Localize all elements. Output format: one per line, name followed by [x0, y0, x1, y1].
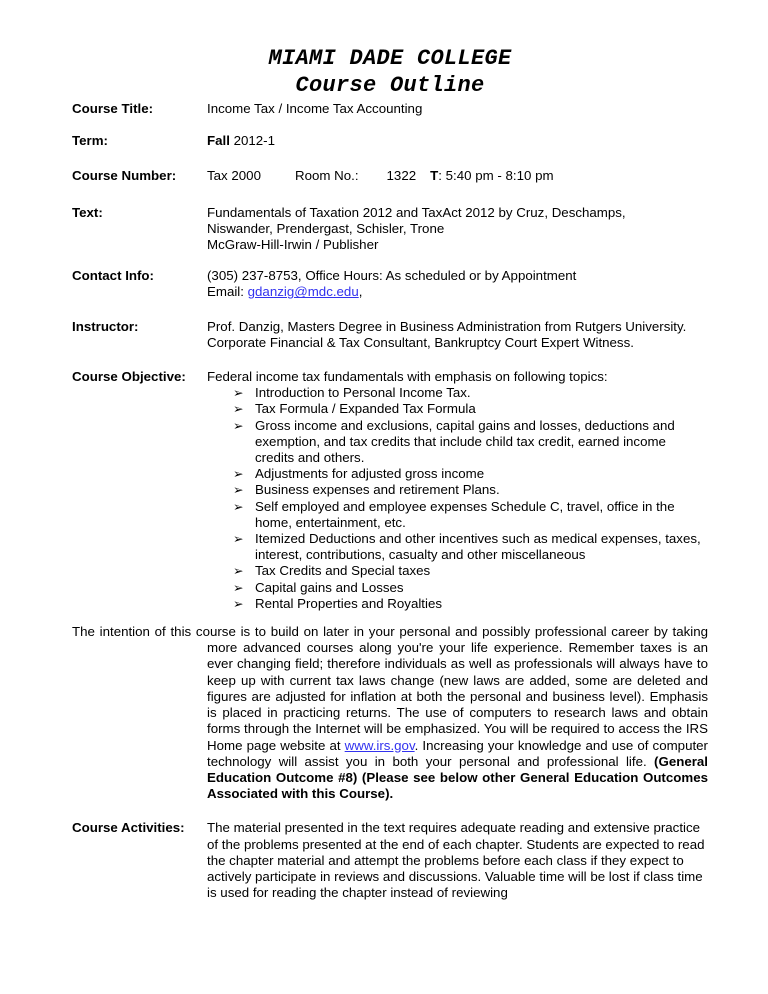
- text-line-3: McGraw-Hill-Irwin / Publisher: [207, 237, 379, 253]
- term-label: Term:: [72, 133, 108, 149]
- bullet-arrow-icon: ➢: [233, 580, 244, 595]
- list-item: [207, 482, 708, 498]
- text-line-2: Niswander, Prendergast, Schisler, Trone: [207, 220, 445, 236]
- bullet-arrow-icon: ➢: [233, 386, 244, 401]
- bullet-arrow-icon: ➢: [233, 483, 244, 498]
- contact-phone-hours: (305) 237-8753, Office Hours: As scheduled or by Appointment: [207, 268, 577, 284]
- college-title: MIAMI DADE COLLEGE: [268, 46, 512, 71]
- list-item: [207, 385, 708, 401]
- list-item: [207, 418, 708, 467]
- course-number-value: [207, 168, 708, 184]
- instructor-value: Prof. Danzig, Masters Degree in Business Administration from Rutgers University. Corporate Financial & Tax Consultant, Bankruptcy Court Expert Witness.: [207, 318, 687, 350]
- term-semester: Fall: [207, 133, 230, 149]
- course-objective-intro: Federal income tax fundamentals with emphasis on following topics:: [207, 369, 608, 385]
- bullet-text: Tax Credits and Special taxes: [255, 563, 431, 579]
- bullet-text: Capital gains and Losses: [255, 579, 404, 595]
- bullet-arrow-icon: ➢: [233, 499, 244, 514]
- text-label: Text:: [72, 204, 103, 220]
- bullet-text: Tax Formula / Expanded Tax Formula: [255, 401, 476, 417]
- bullet-text: Introduction to Personal Income Tax.: [255, 385, 471, 401]
- document-header: [72, 45, 708, 99]
- bullet-arrow-icon: ➢: [233, 596, 244, 611]
- list-item: [207, 499, 708, 531]
- field-term: [72, 133, 708, 149]
- list-item: [207, 580, 708, 596]
- irs-website-link[interactable]: www.irs.gov: [344, 737, 415, 753]
- text-value: [207, 205, 708, 254]
- term-year: 2012-1: [229, 133, 276, 149]
- field-course-objective: [72, 369, 708, 385]
- bullet-arrow-icon: ➢: [233, 418, 244, 433]
- contact-info-value: [207, 268, 708, 300]
- email-label: Email:: [207, 284, 248, 300]
- bullet-text: Rental Properties and Royalties: [255, 595, 442, 611]
- course-title-label: Course Title:: [72, 101, 154, 116]
- general-education-outcome-note: (General Education Outcome #8) (Please see below other General Education Outcomes Associated with this Course).: [207, 753, 708, 802]
- field-contact-info: [72, 268, 708, 300]
- list-item: [207, 596, 708, 612]
- field-instructor: [72, 319, 708, 351]
- objective-bullet-list: [207, 385, 708, 612]
- bullet-text: Self employed and employee expenses Schedule C, travel, office in the home, entertainment, etc.: [255, 498, 675, 530]
- field-course-title: [72, 101, 708, 117]
- bullet-text: Itemized Deductions and other incentives such as medical expenses, taxes, interest, contributions, casualty and other miscellaneous: [255, 531, 701, 563]
- course-objective-label: Course Objective:: [72, 369, 186, 385]
- list-item: [207, 563, 708, 579]
- bullet-text: Gross income and exclusions, capital gains and losses, deductions and exemption, and tax credits that include child tax credit, earned income credits and others.: [255, 417, 675, 466]
- course-number: Tax 2000: [207, 168, 261, 184]
- course-activities-label: Course Activities:: [72, 820, 185, 836]
- list-item: [207, 531, 708, 563]
- intention-text-before-link: The intention of this course is to build on later in your personal and possibly professional career by taking more advanced courses along you're your life experience. Remember taxes is an ever changing field; therefore individuals as well as professionals will always have to keep up with current tax laws change (new laws are added, some are deleted and figures are adjusted for inflation at both the personal and business level). Emphasis is placed in practicing returns. The use of computers to research laws and obtain forms through the Internet will be emphasized. You will be required to access the IRS Home page website at: [72, 624, 708, 753]
- contact-email-line: [207, 284, 708, 300]
- bullet-arrow-icon: ➢: [233, 532, 244, 547]
- field-course-activities: [72, 820, 708, 901]
- instructor-label: Instructor:: [72, 318, 139, 334]
- field-text: [72, 205, 708, 254]
- course-activities-value: The material presented in the text requires adequate reading and extensive practice of the problems presented at the end of each chapter. Students are expected to read the chapter material and attempt the problems before each class if they expect to actively participate in reviews and discussions. Valuable time will be lost if class time is used for reading the chapter instead of reviewing: [207, 820, 705, 901]
- room-number: 1322: [386, 168, 417, 184]
- class-time: : 5:40 pm - 8:10 pm: [438, 168, 554, 184]
- course-intention-paragraph: [72, 624, 708, 802]
- bullet-text: Business expenses and retirement Plans.: [255, 482, 500, 498]
- room-label: Room No.:: [294, 168, 359, 184]
- bullet-arrow-icon: ➢: [233, 564, 244, 579]
- term-value: [207, 133, 708, 149]
- document-subtitle: Course Outline: [295, 73, 485, 98]
- field-course-number: [72, 168, 708, 184]
- email-link[interactable]: gdanzig@mdc.edu: [247, 284, 359, 300]
- list-item: [207, 401, 708, 417]
- class-day: T: [430, 168, 439, 184]
- intention-text-after-link: . Increasing your knowledge and use of computer technology will assist you in both your personal and professional life.: [207, 737, 708, 769]
- bullet-arrow-icon: ➢: [233, 467, 244, 482]
- email-suffix: ,: [358, 284, 363, 300]
- bullet-text: Adjustments for adjusted gross income: [255, 466, 485, 482]
- course-number-label: Course Number:: [72, 168, 177, 184]
- text-line-1: Fundamentals of Taxation 2012 and TaxAct 2012 by Cruz, Deschamps,: [207, 204, 626, 220]
- contact-info-label: Contact Info:: [72, 268, 154, 284]
- bullet-arrow-icon: ➢: [233, 402, 244, 417]
- course-title-value: Income Tax / Income Tax Accounting: [207, 101, 423, 116]
- list-item: [207, 466, 708, 482]
